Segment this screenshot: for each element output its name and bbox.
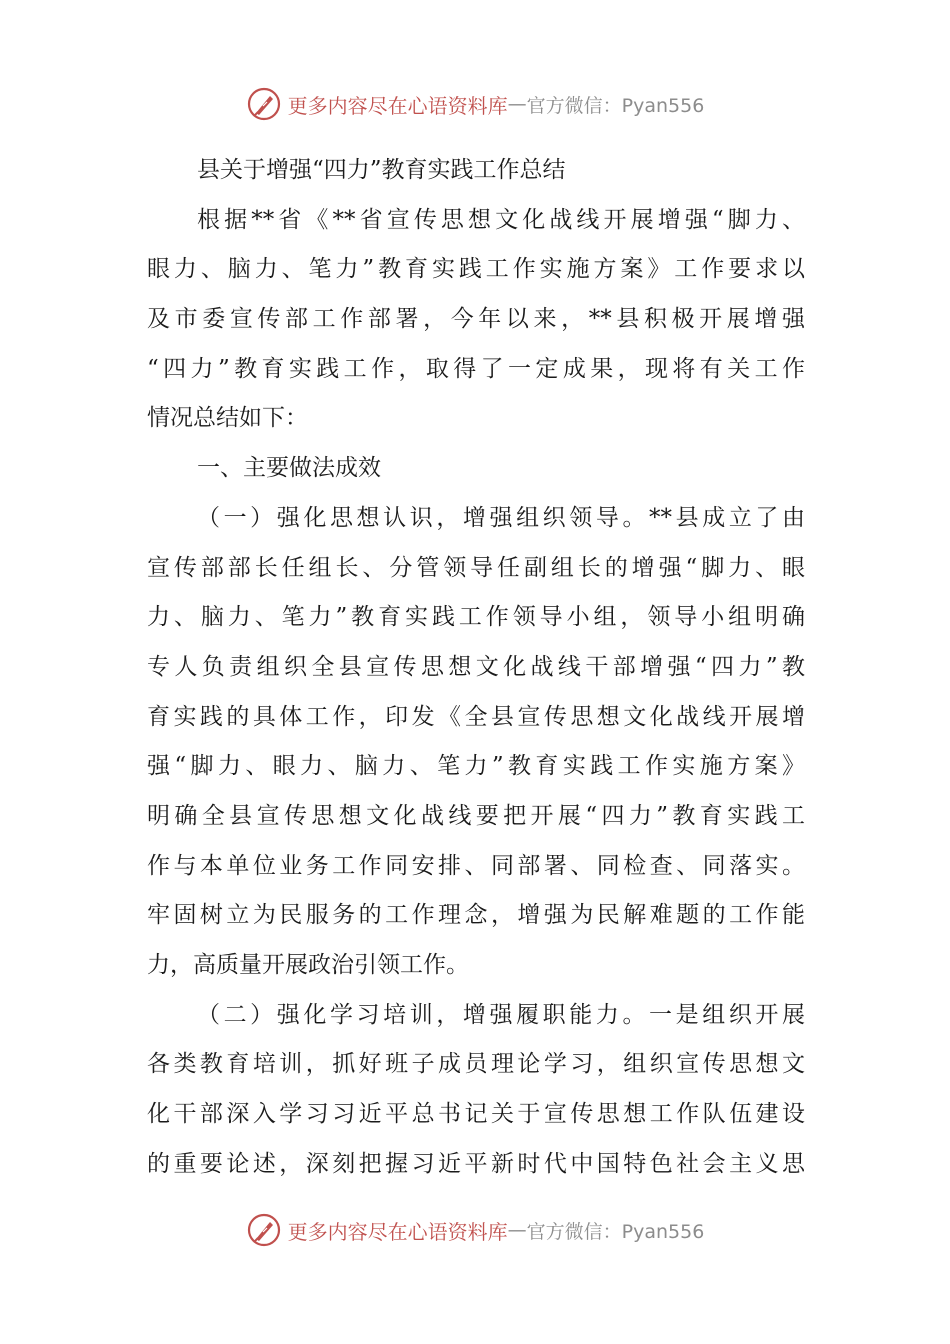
watermark-gray-text: 官方微信：Pyan556: [526, 1220, 705, 1243]
paragraph-line: 宣传部部长任组长、分管领导任副组长的增强“脚力、眼: [147, 554, 805, 581]
document-title: 县关于增强“四力”教育实践工作总结: [197, 157, 566, 183]
paragraph-line: 牢固树立为民服务的工作理念，增强为民解难题的工作能: [147, 902, 805, 929]
paragraph-line: 各类教育培训，抓好班子成员理论学习，组织宣传思想文: [147, 1051, 805, 1078]
paragraph-line: （二）强化学习培训，增强履职能力。一是组织开展: [197, 1001, 805, 1028]
paragraph-line: 化干部深入学习习近平总书记关于宣传思想工作队伍建设: [147, 1101, 805, 1128]
paragraph-line: 的重要论述，深刻把握习近平新时代中国特色社会主义思: [147, 1150, 805, 1177]
paragraph-line: 情况总结如下：: [147, 405, 308, 432]
document-body: [147, 146, 805, 1189]
paragraph-line: 育实践的具体工作，印发《全县宣传思想文化战线开展增: [147, 703, 805, 730]
paragraph-line: 专人负责组织全县宣传思想文化战线干部增强“四力”教: [147, 653, 805, 680]
paragraph-line: 根据**省《**省宣传思想文化战线开展增强“脚力、: [197, 206, 805, 233]
paragraph-line: 明确全县宣传思想文化战线要把开展“四力”教育实践工: [147, 802, 805, 829]
quill-pen-logo-icon: [246, 1212, 282, 1248]
watermark-red-text: 更多内容尽在心语资料库: [287, 93, 508, 118]
paragraph-line: 及市委宣传部工作部署，今年以来，**县积极开展增强: [147, 306, 805, 333]
watermark-dash: —: [507, 1219, 527, 1241]
paragraph-line: 眼力、脑力、笔力”教育实践工作实施方案》工作要求以: [147, 256, 805, 283]
paragraph-line: （一）强化思想认识，增强组织领导。**县成立了由: [197, 504, 805, 531]
paragraph-line: 作与本单位业务工作同安排、同部署、同检查、同落实。: [147, 852, 805, 879]
watermark-dash: —: [507, 93, 527, 115]
watermark-gray-text: 官方微信：Pyan556: [526, 94, 705, 117]
quill-pen-logo-icon: [246, 86, 282, 122]
paragraph-line: 力，高质量开展政治引领工作。: [147, 952, 469, 978]
paragraph-line: “四力”教育实践工作，取得了一定成果，现将有关工作: [147, 355, 805, 382]
watermark-header: [0, 84, 950, 124]
paragraph-line: 力、脑力、笔力”教育实践工作领导小组，领导小组明确: [147, 604, 805, 631]
watermark-footer: [0, 1210, 950, 1250]
section-heading: 一、主要做法成效: [197, 455, 381, 482]
watermark-red-text: 更多内容尽在心语资料库: [287, 1219, 508, 1244]
paragraph-line: 强“脚力、眼力、脑力、笔力”教育实践工作实施方案》: [147, 753, 805, 780]
